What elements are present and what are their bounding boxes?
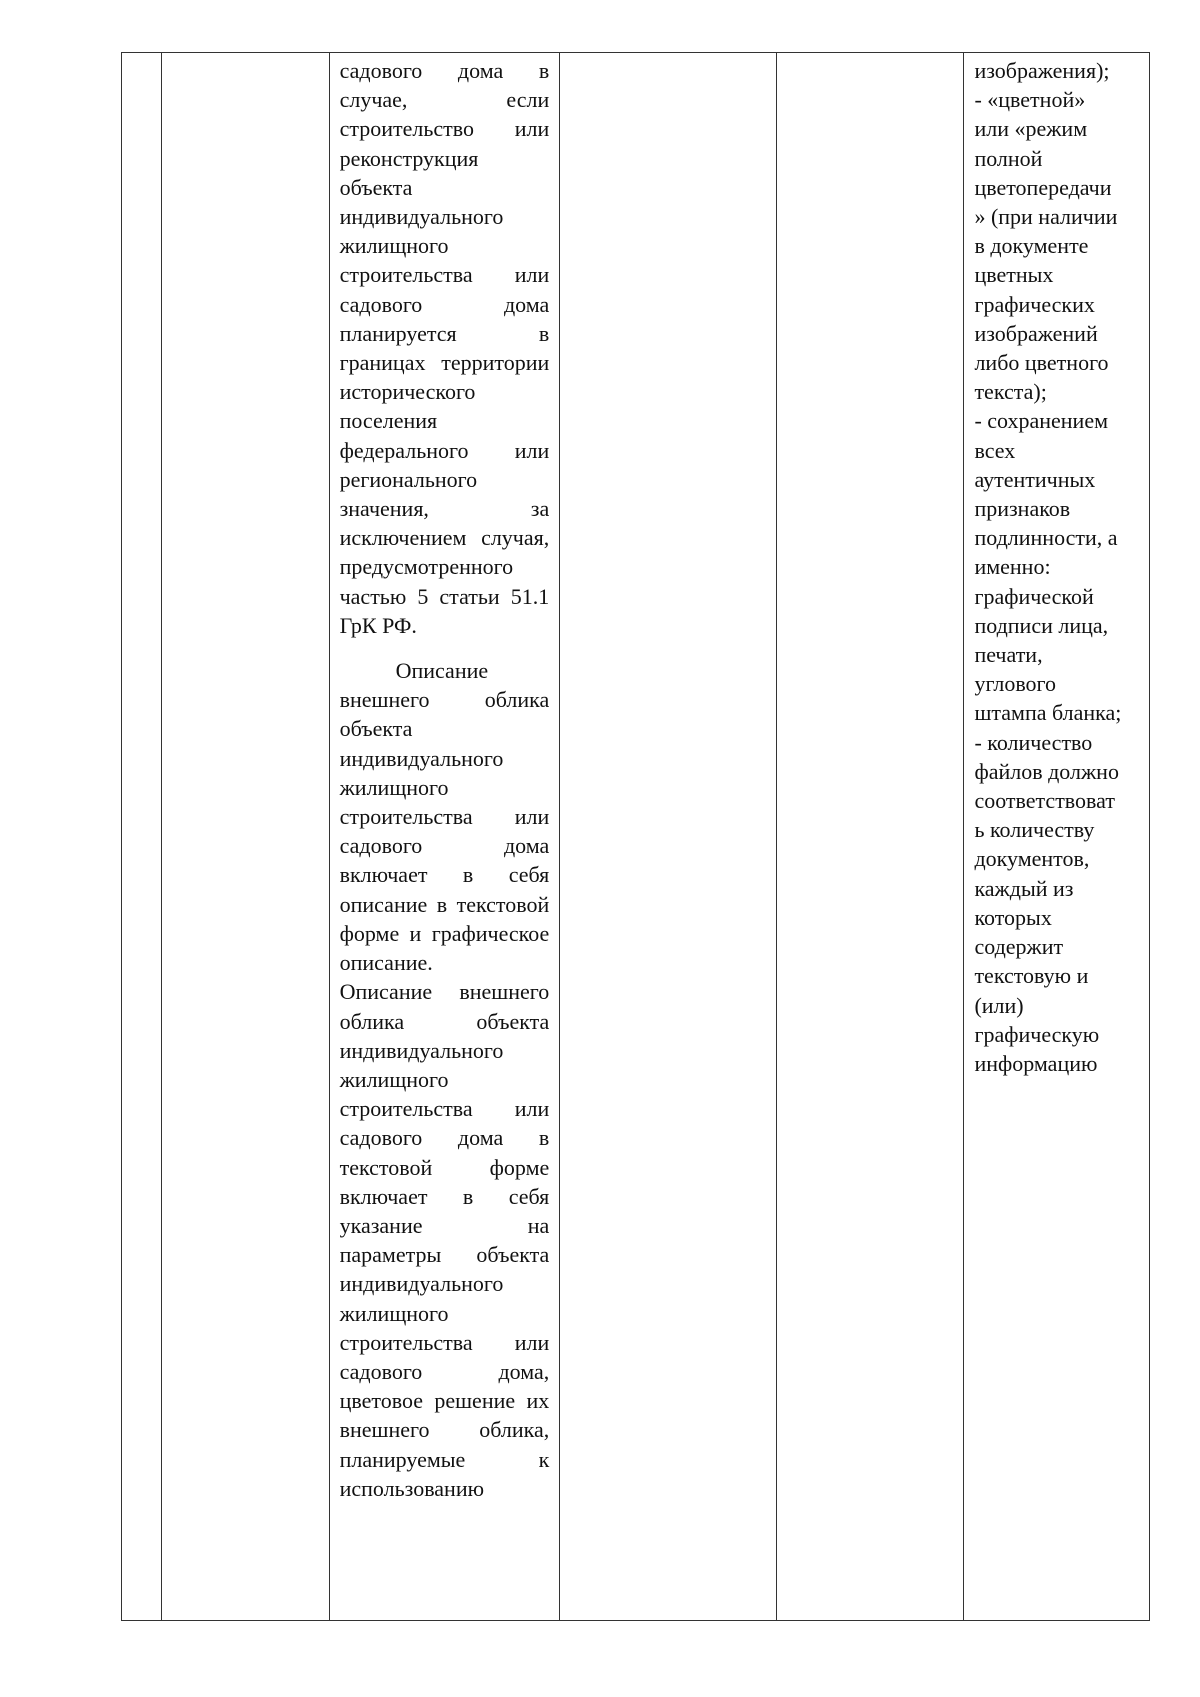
format-requirements-line: - сохранением [974,408,1109,434]
format-requirements-line: печати, [974,642,1043,668]
format-requirements-line: подлинности, а [974,525,1118,551]
format-requirements-line: признаков [974,496,1071,522]
requirements-table [121,52,1150,1621]
format-requirements-line: в документе [974,233,1089,259]
format-requirements-line: аутентичных [974,466,1096,492]
format-requirements-line: или «режим [974,116,1088,142]
format-requirements-line: изображения); [974,58,1110,83]
table-cell-description [329,53,560,1621]
format-requirements-line: содержит [974,934,1064,960]
format-requirements-line: (или) [974,992,1024,1018]
format-requirements-line: - «цветной» [974,87,1086,113]
format-requirements-line: текстовую и [974,963,1089,989]
table-cell-format-requirements [964,53,1150,1621]
format-requirements-line: соответствоват [974,788,1115,814]
format-requirements-text [964,53,1149,1078]
format-requirements-line: - количество [974,729,1093,755]
format-requirements-line: изображений [974,320,1098,346]
table-cell-empty-2 [776,53,964,1621]
format-requirements-line: которых [974,904,1052,930]
description-paragraph-2: Описание внешнего облика объекта индивидуального жилищного строительства или садового дома включает в себя описание в текстовой форме и графическое описание. [339,658,550,976]
format-requirements-line: цветных [974,262,1054,288]
format-requirements-line: либо цветного [974,350,1109,376]
format-requirements-line: каждый из [974,875,1074,901]
format-requirements-line: файлов должно [974,758,1119,784]
format-requirements-line: документов, [974,846,1090,872]
table-cell-number [122,53,162,1621]
format-requirements-line: полной [974,145,1043,171]
format-requirements-line: ь количеству [974,817,1095,843]
description-paragraph-3: Описание внешнего облика объекта индивидуального жилищного строительства или садового дома в текстовой форме включает в себя указание на параметры объекта индивидуального жилищного строительства или садового дома, цветовое решение их внешнего облика, планируемые к использованию [339,979,550,1501]
format-requirements-line: графических [974,291,1095,317]
description-text [330,53,560,1503]
table-row [122,53,1150,1621]
table-cell-service [162,53,329,1621]
format-requirements-line: графической [974,583,1094,609]
format-requirements-line: текста); [974,379,1047,405]
table-cell-empty-1 [560,53,777,1621]
format-requirements-line: штампа бланка; [974,700,1122,726]
description-paragraph-1: садового дома в случае, если строительство или реконструкция объекта индивидуального жилищного строительства или садового дома планируется в границах территории исторического поселения федерального или регионального значения, за исключением случая, предусмотренного частью 5 статьи 51.1 ГрК РФ. [339,58,550,638]
format-requirements-line: цветопередачи [974,174,1112,200]
format-requirements-line: информацию [974,1050,1098,1076]
format-requirements-line: всех [974,437,1016,463]
format-requirements-line: именно: [974,554,1051,580]
format-requirements-line: подписи лица, [974,612,1109,638]
format-requirements-line: » (при наличии [974,204,1118,230]
format-requirements-line: углового [974,671,1057,697]
format-requirements-line: графическую [974,1021,1100,1047]
